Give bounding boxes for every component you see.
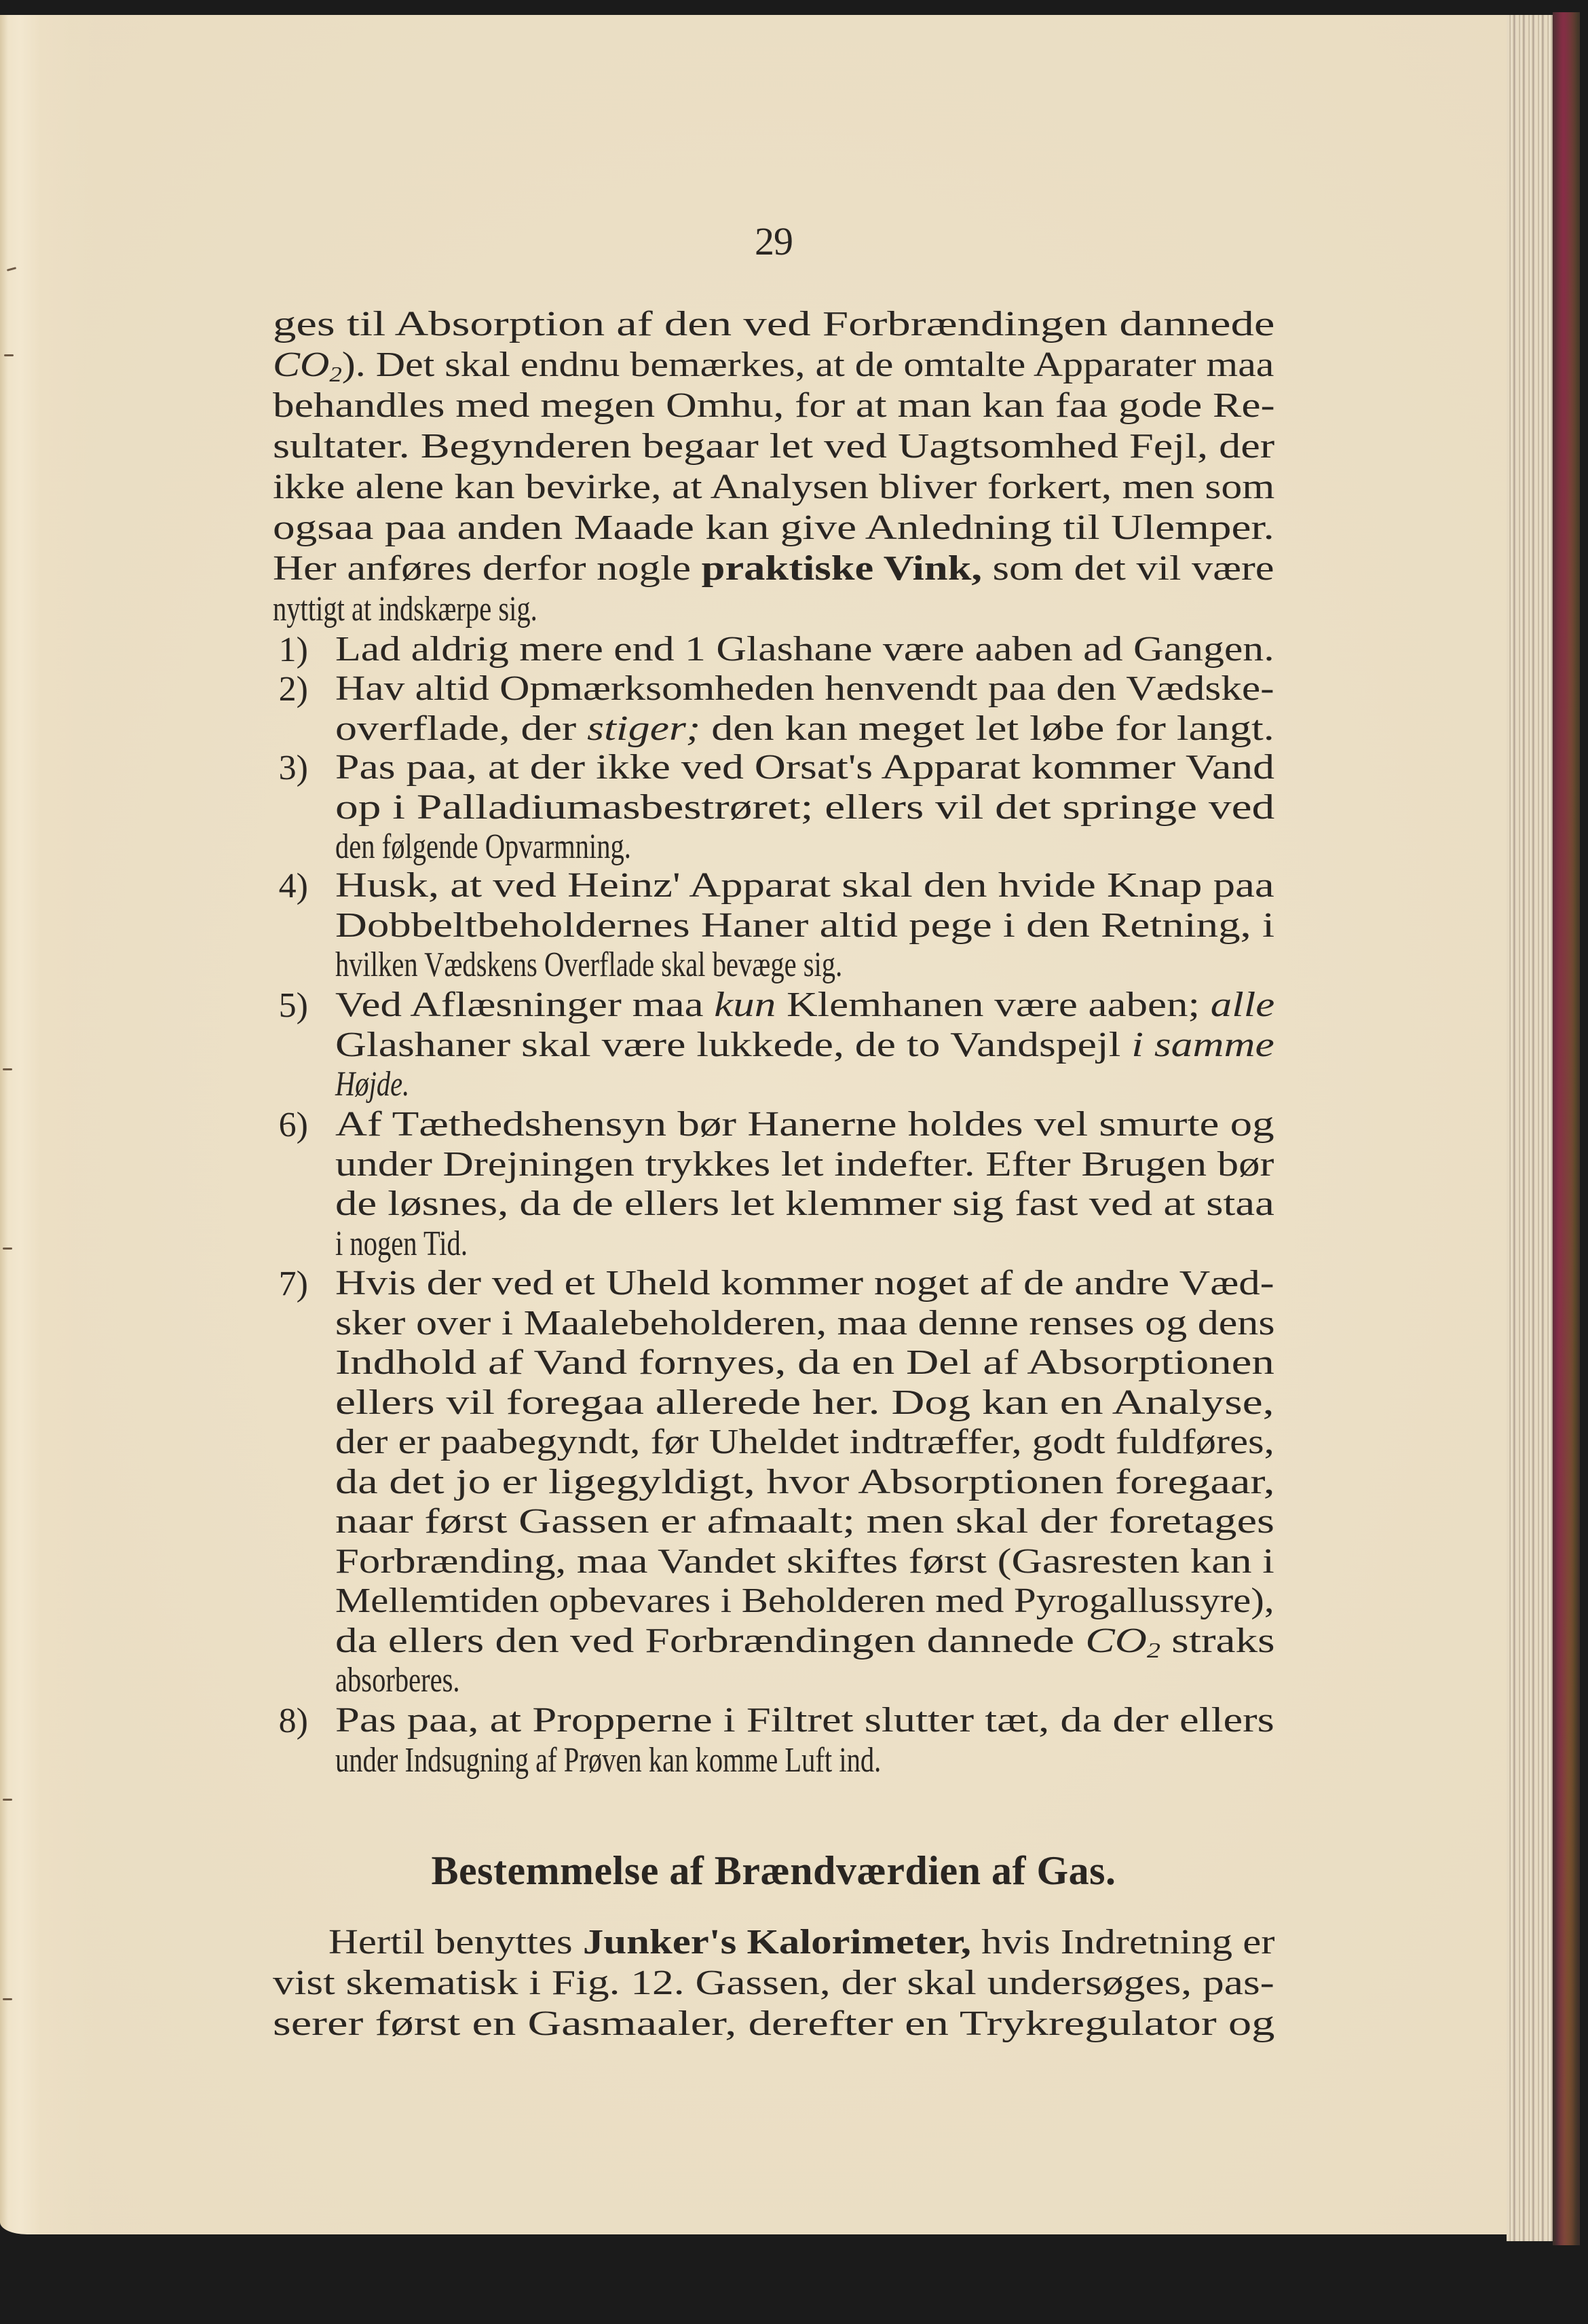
text-line: vist skematisk i Fig. 12. Gassen, der skal undersøges, pas- [273,1964,1274,2002]
text-line: Hvis der ved et Uheld kommer noget af de andre Væd- [335,1264,1274,1302]
text-line: overflade, der stiger; den kan meget let løbe for langt. [335,709,1274,748]
text-line: da det jo er ligegyldigt, hvor Absorptionen foregaar, [335,1462,1275,1501]
text-line: den følgende Opvarmning. [335,827,631,866]
margin-mark [3,1998,12,2000]
text-line: naar først Gassen er afmaalt; men skal der foretages [335,1502,1274,1541]
text-line: ogsaa paa anden Maade kan give Anledning til Ulemper. [273,508,1274,547]
text-line: der er paabegyndt, før Uheldet indtræffer, godt fuldføres, [335,1423,1274,1461]
margin-mark [3,1248,12,1250]
margin-mark [3,1799,12,1801]
margin-mark [3,1068,12,1070]
text-line: Mellemtiden opbevares i Beholderen med Pyrogallussyre), [335,1581,1274,1620]
section-heading: Bestemmelse af Brændværdien af Gas. [431,1848,1116,1893]
text-line: hvilken Vædskens Overflade skal bevæge sig. [335,945,843,984]
tip-number: 4) [278,867,308,905]
text-line: Her anføres derfor nogle praktiske Vink, som det vil være [273,549,1274,588]
text-line: behandles med megen Omhu, for at man kan faa gode Re- [273,386,1275,425]
text-line: sultater. Begynderen begaar let ved Uagtsomhed Fejl, der [273,427,1275,466]
text-line: de løsnes, da de ellers let klemmer sig fast ved at staa [335,1184,1274,1223]
text-line: serer først en Gasmaaler, derefter en Trykregulator og [273,2004,1275,2043]
tip-number: 6) [278,1106,308,1144]
tip-number: 5) [278,986,308,1025]
text-line: Glashaner skal være lukkede, de to Vandspejl i samme [335,1025,1274,1064]
text-line: Lad aldrig mere end 1 Glashane være aaben ad Gangen. [335,630,1274,669]
text-line: Pas paa, at Propperne i Filtret slutter tæt, da der ellers [335,1701,1274,1740]
tip-number: 1) [278,631,308,669]
text-line: op i Palladiumasbestrøret; ellers vil det springe ved [335,787,1275,827]
text-line: nyttigt at indskærpe sig. [273,590,537,629]
marbled-cover-edge [1553,12,1580,2245]
text-line: Hav altid Opmærksomheden henvendt paa den Vædske- [335,669,1274,708]
text-line: Højde. [335,1065,410,1104]
tip-number: 8) [278,1702,308,1740]
section-paragraph [273,1922,1274,2044]
emphasis-italic: i samme [1131,1025,1274,1064]
text-line: Ved Aflæsninger maa kun Klemhanen være aaben; alle [335,986,1275,1024]
margin-mark [4,354,14,356]
chem-formula: $CO_2$ [273,345,342,386]
text-line: $CO_2$). Det skal endnu bemærkes, at de omtalte Apparater maa [273,345,1274,386]
text-line: Husk, at ved Heinz' Apparat skal den hvide Knap paa [335,866,1274,905]
chem-formula: $CO_2$ [1085,1621,1160,1662]
text-line: under Indsugning af Prøven kan komme Luft ind. [335,1740,882,1780]
emphasis-bold: Junker's Kalorimeter, [582,1923,971,1962]
text-line: absorberes. [335,1661,460,1700]
text-line: ellers vil foregaa allerede her. Dog kan en Analyse, [335,1383,1274,1422]
text-line: ikke alene kan bevirke, at Analysen bliver forkert, men som [273,468,1275,506]
emphasis-italic: stiger; [587,709,701,748]
text-line: i nogen Tid. [335,1224,468,1263]
tip-number: 2) [278,670,308,709]
text-line: Af Tæthedshensyn bør Hanerne holdes vel smurte og [335,1105,1274,1144]
intro-paragraph [273,304,1274,630]
emphasis-italic: kun [714,986,776,1024]
tip-number: 7) [278,1264,308,1303]
text-line: Hertil benyttes Junker's Kalorimeter, hvis Indretning er [328,1923,1275,1962]
text-line: da ellers den ved Forbrændingen dannede $CO_2$ straks [335,1621,1275,1662]
text-line: Dobbeltbeholdernes Haner altid pege i den Retning, i [335,905,1275,945]
text-line: sker over i Maalebeholderen, maa denne renses og dens [335,1303,1275,1343]
emphasis-italic: alle [1210,986,1275,1024]
tip-number: 3) [278,749,308,787]
text-line: Forbrænding, maa Vandet skiftes først (Gasresten kan i [335,1541,1274,1581]
text-line: Indhold af Vand fornyes, da en Del af Absorptionen [335,1343,1274,1382]
text-line: ges til Absorption af den ved Forbrændingen dannede [273,305,1275,343]
text-line: Pas paa, at der ikke ved Orsat's Apparat kommer Vand [335,748,1274,787]
emphasis-bold: praktiske Vink, [701,549,983,588]
page-number: 29 [755,219,793,263]
text-line: under Drejningen trykkes let indefter. Efter Brugen bør [335,1144,1274,1184]
